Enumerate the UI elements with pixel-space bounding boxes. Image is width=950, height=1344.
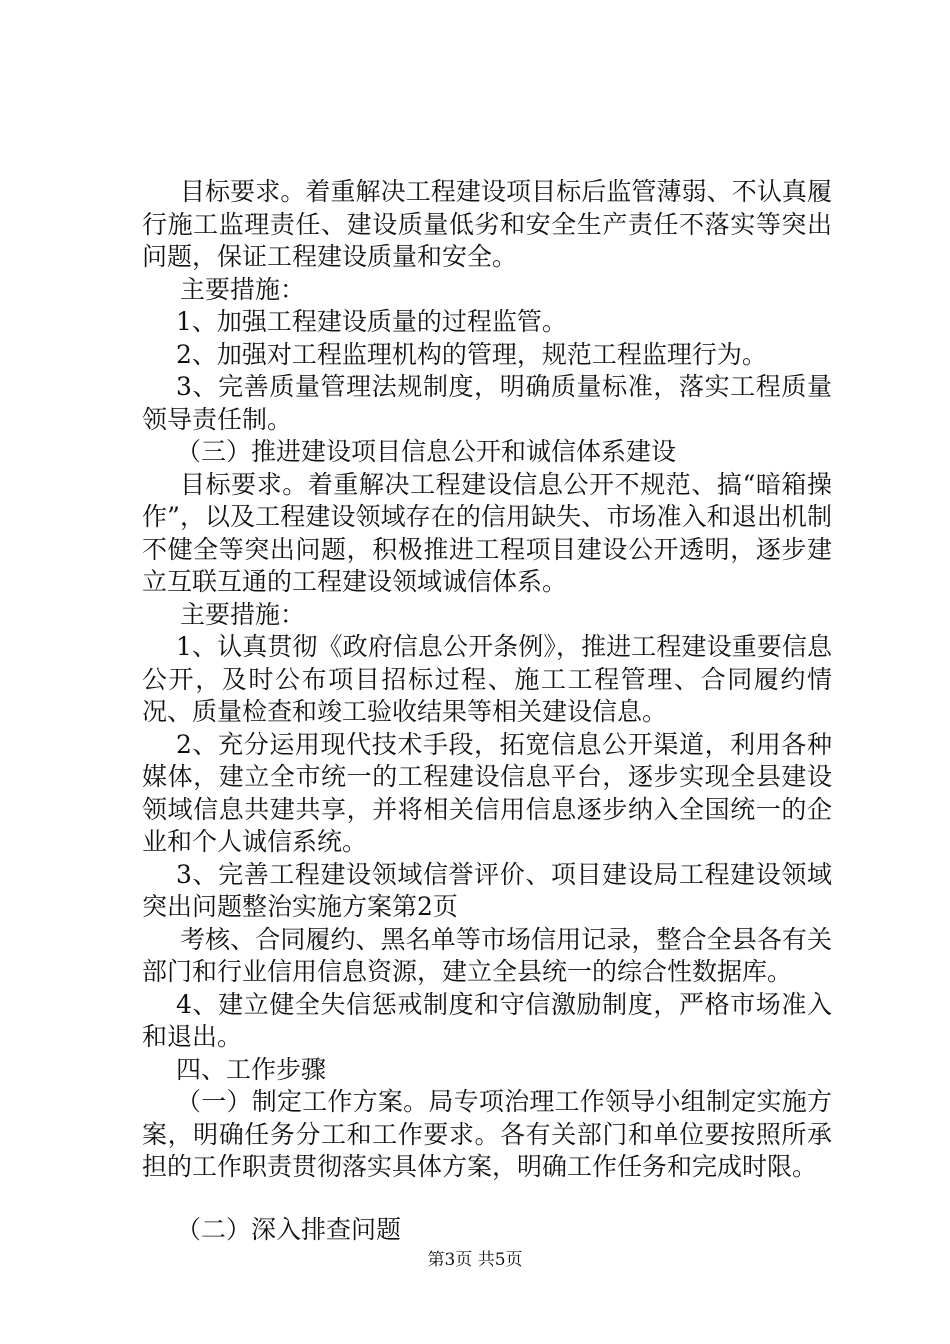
paragraph-measure-2-1: 1、认真贯彻《政府信息公开条例》，推进工程建设重要信息公开，及时公布项目招标过程、施工工程管理、合同履约情况、质量检查和竣工验收结果等相关建设信息。	[142, 632, 832, 726]
section-heading-work-steps: 四、工作步骤	[176, 1054, 327, 1084]
paragraph-step-1: （一）制定工作方案。局专项治理工作领导小组制定实施方案，明确任务分工和工作要求。各有关部门和单位要按照所承担的工作职责贯彻落实具体方案，明确工作任务和完成时限。	[142, 1087, 832, 1181]
paragraph-step-2: （二）深入排查问题	[176, 1214, 402, 1244]
paragraph-objective-1: 目标要求。着重解决工程建设项目标后监管薄弱、不认真履行施工监理责任、建设质量低劣和安全生产责任不落实等突出问题，保证工程建设质量和安全。	[142, 177, 832, 271]
paragraph-measure-1-1: 1、加强工程建设质量的过程监管。	[176, 307, 567, 336]
paragraph-objective-2: 目标要求。着重解决工程建设信息公开不规范、搞“暗箱操作”，以及工程建设领域存在的信用缺失、市场准入和退出机制不健全等突出问题，积极推进工程项目建设公开透明，逐步建立互联互通的工程建设领域诚信体系。	[142, 469, 832, 596]
paragraph-measure-1-2: 2、加强对工程监理机构的管理，规范工程监理行为。	[176, 339, 767, 369]
paragraph-measure-2-4: 4、建立健全失信惩戒制度和守信激励制度，严格市场准入和退出。	[142, 989, 832, 1051]
paragraph-measure-2-3: 3、完善工程建设领域信誉评价、项目建设局工程建设领域突出问题整治实施方案第2页	[142, 859, 832, 921]
paragraph-measures-heading-2: 主要措施：	[180, 599, 306, 629]
section-heading-3: （三）推进建设项目信息公开和诚信体系建设	[176, 437, 677, 466]
paragraph-measure-1-3: 3、完善质量管理法规制度，明确质量标准，落实工程质量领导责任制。	[142, 372, 832, 434]
document-body	[142, 176, 832, 1246]
paragraph-measures-heading-1: 主要措施：	[180, 274, 306, 304]
paragraph-measure-2-2: 2、充分运用现代技术手段，拓宽信息公开渠道，利用各种媒体，建立全市统一的工程建设信息平台，逐步实现全县建设领域信息共建共享，并将相关信用信息逐步纳入全国统一的企业和个人诚信系统。	[142, 729, 832, 856]
paragraph-spacer	[142, 1184, 832, 1214]
page-footer: 第3页 共5页	[427, 1250, 523, 1270]
paragraph-measure-2-3-continued: 考核、合同履约、黑名单等市场信用记录，整合全县各有关部门和行业信用信息资源，建立全县统一的综合性数据库。	[142, 924, 832, 986]
